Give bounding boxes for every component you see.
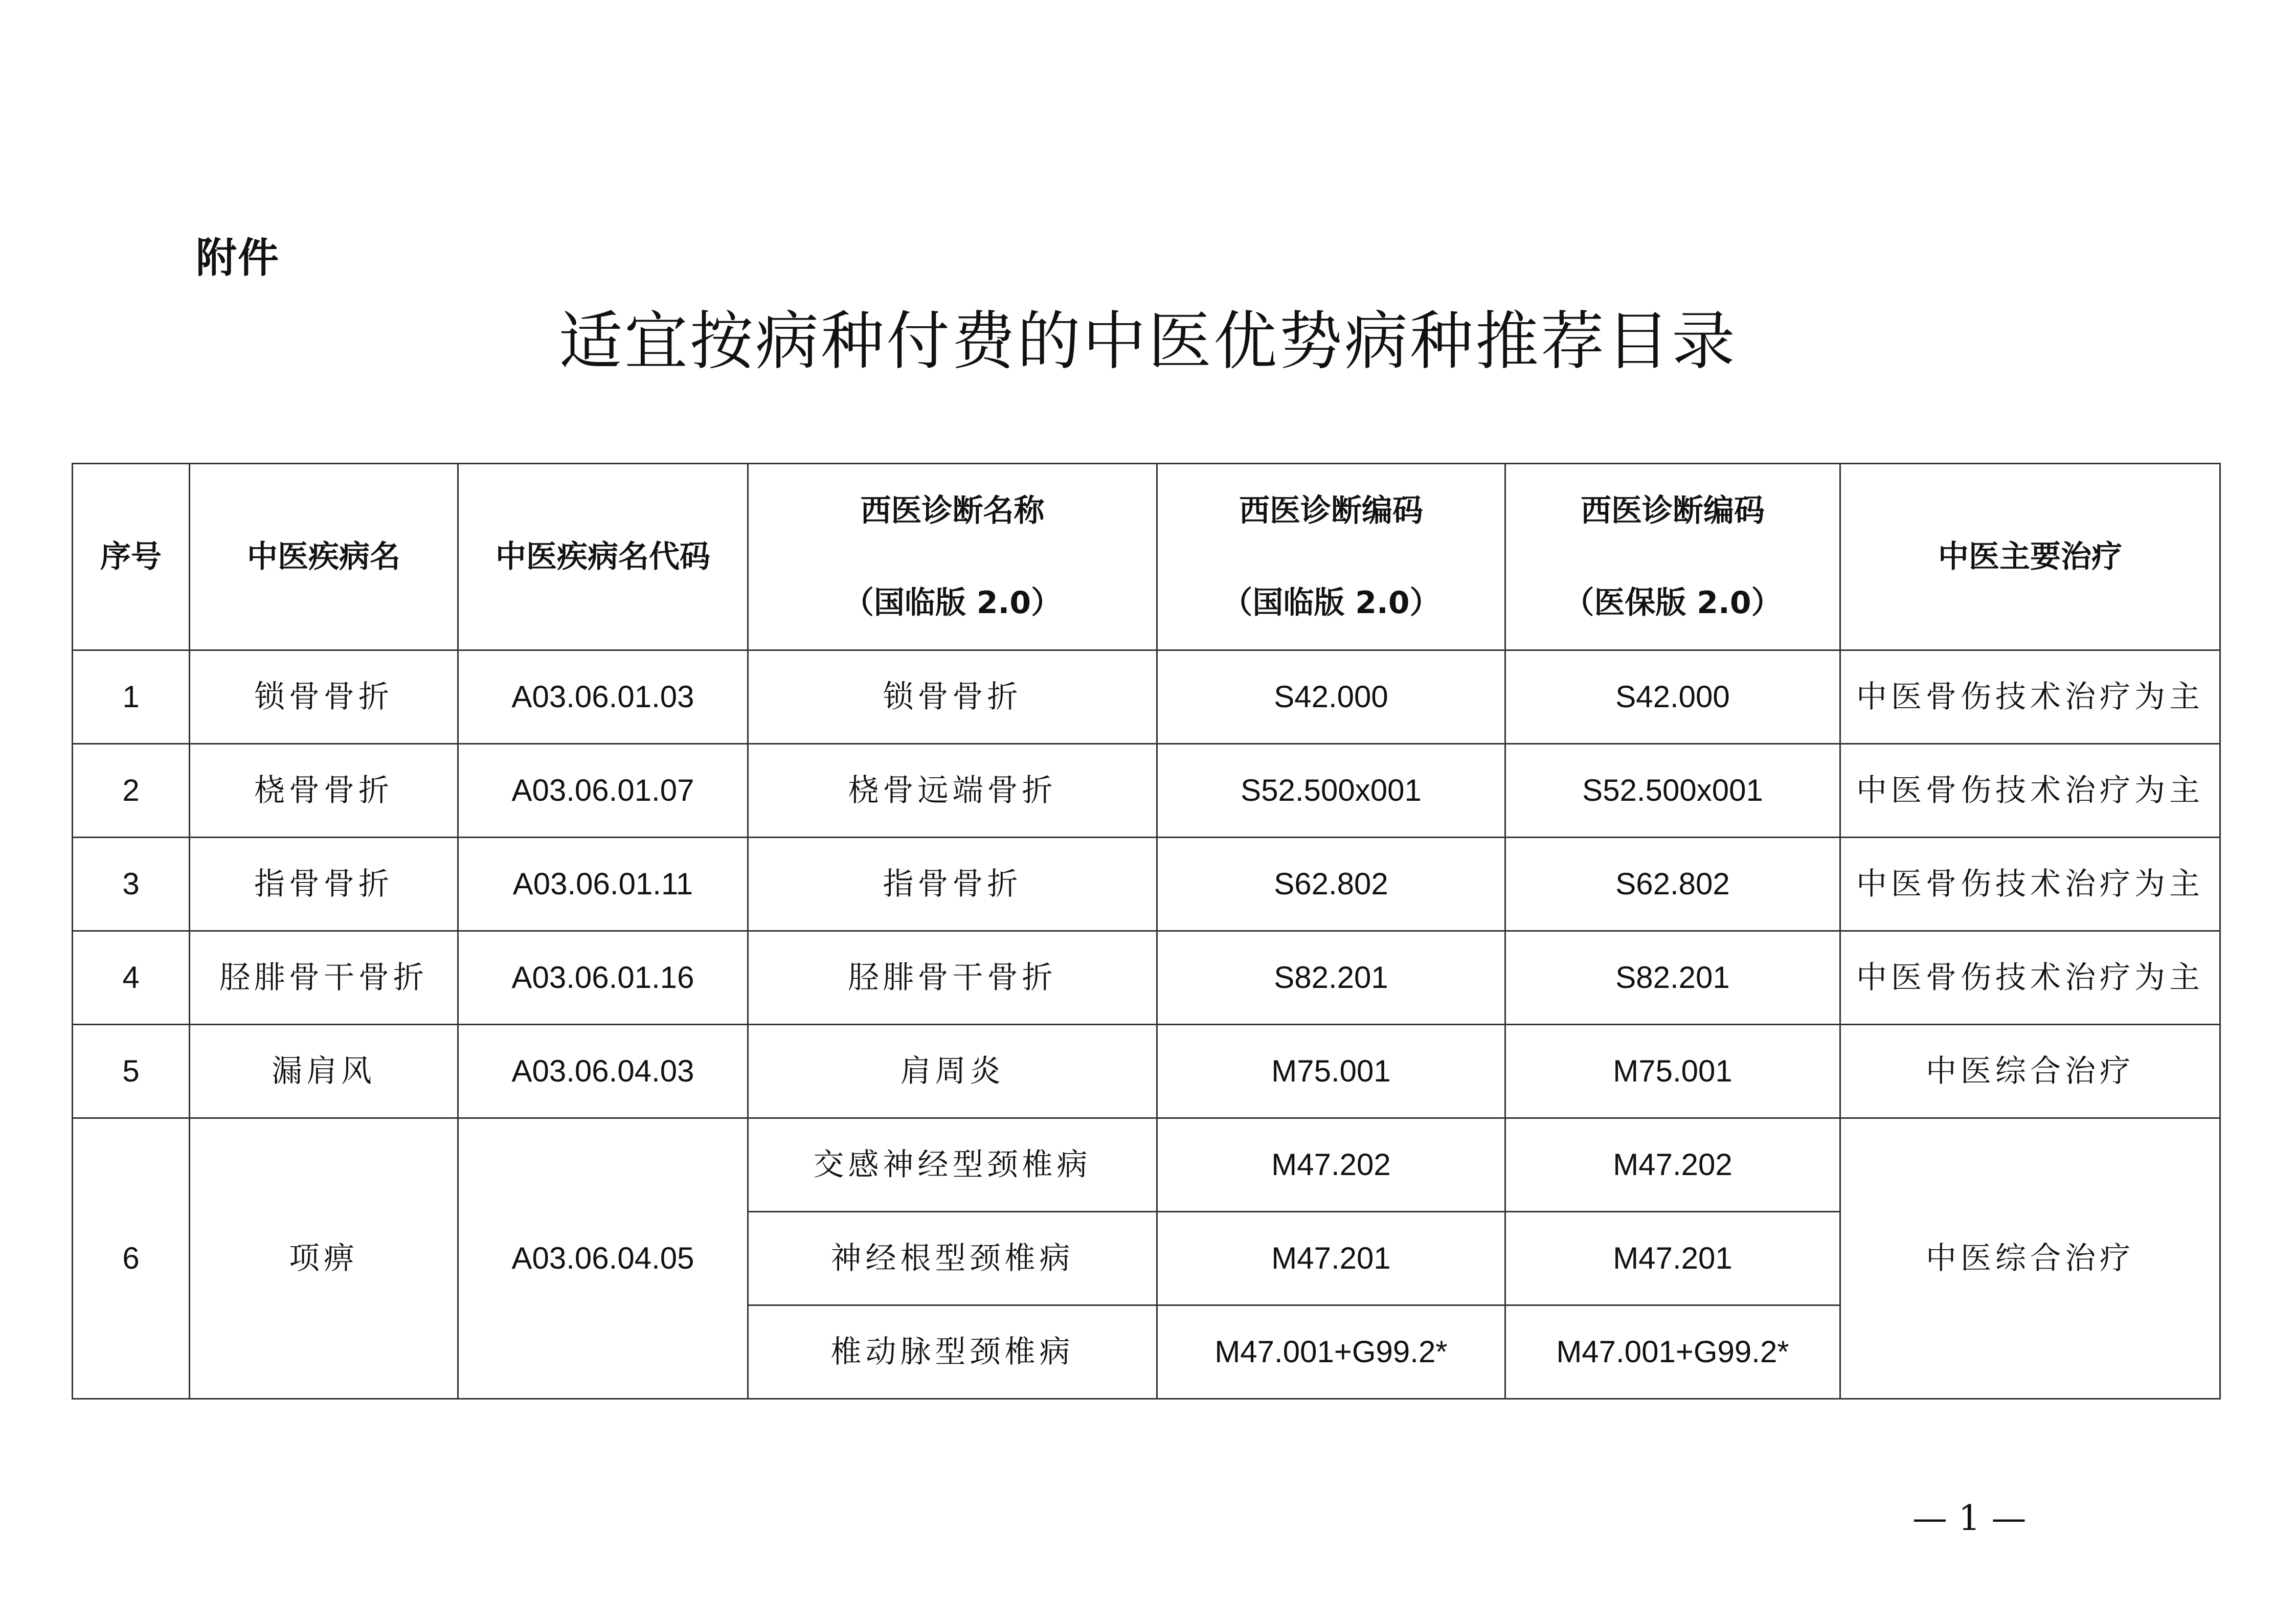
header-wm-name-main: 西医诊断名称: [860, 493, 1045, 529]
page-number: — 1 —: [1912, 1498, 2027, 1539]
cell-seq: 3: [73, 838, 190, 931]
cell-tcm-code: A03.06.01.03: [458, 650, 748, 744]
cell-treatment: 中医综合治疗: [1840, 1025, 2220, 1118]
table-row: [73, 744, 2220, 838]
cell-seq: 2: [73, 744, 190, 838]
header-wm-name: [748, 464, 1157, 650]
header-wm-code-national-main: 西医诊断编码: [1239, 493, 1423, 529]
cell-wm-name: 神经根型颈椎病: [748, 1212, 1157, 1305]
cell-tcm-name: 桡骨骨折: [190, 744, 458, 838]
cell-code-national: S52.500x001: [1157, 744, 1505, 838]
cell-seq: 4: [73, 931, 190, 1025]
cell-code-national: M47.201: [1157, 1212, 1505, 1305]
cell-code-insurance: M47.201: [1505, 1212, 1840, 1305]
header-wm-code-insurance-sub: （医保版 2.0）: [1563, 585, 1782, 621]
cell-code-insurance: S82.201: [1505, 931, 1840, 1025]
header-wm-code-insurance-main: 西医诊断编码: [1581, 493, 1765, 529]
cell-wm-name: 指骨骨折: [748, 838, 1157, 931]
cell-code-national: M47.001+G99.2*: [1157, 1305, 1505, 1399]
cell-wm-name: 桡骨远端骨折: [748, 744, 1157, 838]
cell-tcm-code: A03.06.01.07: [458, 744, 748, 838]
table-row: [73, 1118, 2220, 1212]
cell-treatment: 中医综合治疗: [1840, 1118, 2220, 1399]
table-header-row: [73, 464, 2220, 650]
attachment-label: 附件: [196, 234, 280, 282]
cell-wm-name: 肩周炎: [748, 1025, 1157, 1118]
cell-seq: 5: [73, 1025, 190, 1118]
header-tcm-name: 中医疾病名: [190, 464, 458, 650]
cell-treatment: 中医骨伤技术治疗为主: [1840, 744, 2220, 838]
cell-code-insurance: S42.000: [1505, 650, 1840, 744]
cell-code-insurance: M47.001+G99.2*: [1505, 1305, 1840, 1399]
cell-treatment: 中医骨伤技术治疗为主: [1840, 931, 2220, 1025]
header-tcm-code: 中医疾病名代码: [458, 464, 748, 650]
cell-tcm-name: 项痹: [190, 1118, 458, 1399]
cell-treatment: 中医骨伤技术治疗为主: [1840, 650, 2220, 744]
cell-wm-name: 交感神经型颈椎病: [748, 1118, 1157, 1212]
cell-wm-name: 锁骨骨折: [748, 650, 1157, 744]
document-title: 适宜按病种付费的中医优势病种推荐目录: [558, 305, 1737, 378]
table-row: [73, 931, 2220, 1025]
disease-catalog-table: [72, 463, 2221, 1400]
header-wm-code-national-sub: （国临版 2.0）: [1222, 585, 1440, 621]
cell-treatment: 中医骨伤技术治疗为主: [1840, 838, 2220, 931]
cell-tcm-name: 指骨骨折: [190, 838, 458, 931]
cell-wm-name: 椎动脉型颈椎病: [748, 1305, 1157, 1399]
header-seq: 序号: [73, 464, 190, 650]
cell-tcm-code: A03.06.01.11: [458, 838, 748, 931]
cell-code-national: M47.202: [1157, 1118, 1505, 1212]
cell-tcm-name: 胫腓骨干骨折: [190, 931, 458, 1025]
cell-code-national: S42.000: [1157, 650, 1505, 744]
cell-wm-name: 胫腓骨干骨折: [748, 931, 1157, 1025]
header-wm-code-national: [1157, 464, 1505, 650]
cell-code-national: S82.201: [1157, 931, 1505, 1025]
header-wm-code-insurance: [1505, 464, 1840, 650]
cell-tcm-code: A03.06.04.03: [458, 1025, 748, 1118]
cell-tcm-name: 锁骨骨折: [190, 650, 458, 744]
cell-code-national: S62.802: [1157, 838, 1505, 931]
table-row: [73, 1025, 2220, 1118]
cell-tcm-code: A03.06.01.16: [458, 931, 748, 1025]
header-treatment: 中医主要治疗: [1840, 464, 2220, 650]
cell-seq: 1: [73, 650, 190, 744]
cell-code-insurance: M75.001: [1505, 1025, 1840, 1118]
cell-tcm-name: 漏肩风: [190, 1025, 458, 1118]
cell-tcm-code: A03.06.04.05: [458, 1118, 748, 1399]
cell-seq: 6: [73, 1118, 190, 1399]
cell-code-insurance: S52.500x001: [1505, 744, 1840, 838]
cell-code-insurance: S62.802: [1505, 838, 1840, 931]
cell-code-insurance: M47.202: [1505, 1118, 1840, 1212]
table-row: [73, 838, 2220, 931]
cell-code-national: M75.001: [1157, 1025, 1505, 1118]
table-row: [73, 650, 2220, 744]
header-wm-name-sub: （国临版 2.0）: [843, 585, 1062, 621]
